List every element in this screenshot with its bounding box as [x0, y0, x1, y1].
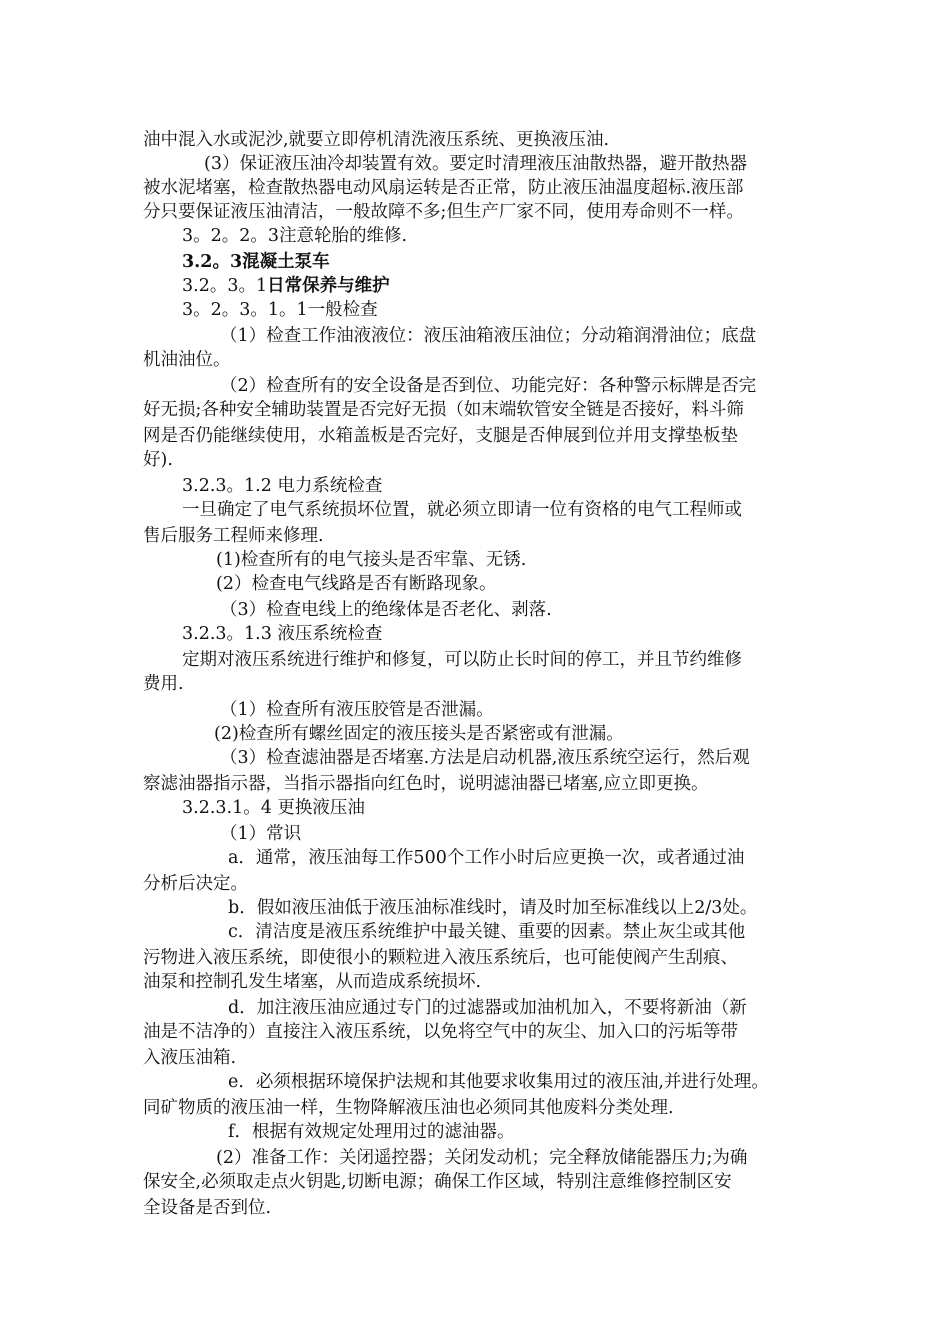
paragraph-line: 机油油位。 [143, 350, 231, 370]
paragraph-line: (2）准备工作：关闭遥控器；关闭发动机；完全释放储能器压力;为确 [216, 1148, 748, 1168]
heading-text: 日常保养与维护 [267, 276, 390, 296]
section-heading: 3.2.3。1.3 液压系统检查 [182, 624, 383, 644]
section-heading [182, 274, 390, 298]
section-heading: 3.2。3混凝土泵车 [182, 252, 330, 272]
paragraph-line: 污物进入液压系统，即使很小的颗粒进入液压系统后，也可能使阀产生刮痕、 [143, 948, 738, 968]
paragraph-line: 油中混入水或泥沙,就要立即停机清洗液压系统、更换液压油. [143, 130, 610, 150]
paragraph-line: 全设备是否到位. [143, 1198, 272, 1218]
section-heading: 3。2。3。1。1一般检查 [182, 300, 378, 320]
paragraph-line: 网是否仍能继续使用，水箱盖板是否完好，支腿是否伸展到位并用支撑垫板垫 [143, 426, 738, 446]
paragraph-line: 定期对液压系统进行维护和修复，可以防止长时间的停工，并且节约维修 [182, 650, 742, 670]
paragraph-line: 好无损;各种安全辅助装置是否完好无损（如末端软管安全链是否接好，料斗筛 [143, 400, 744, 420]
paragraph-line: 好). [143, 450, 173, 470]
paragraph-line: 油泵和控制孔发生堵塞，从而造成系统损坏. [143, 972, 482, 992]
paragraph-line: (2)检查所有螺丝固定的液压接头是否紧密或有泄漏。 [214, 724, 624, 744]
heading-number: 3.2。3。1 [182, 276, 268, 296]
section-heading: 3.2.3.1。4 更换液压油 [182, 798, 365, 818]
paragraph-line: 费用. [143, 674, 184, 694]
paragraph-line: 被水泥堵塞，检查散热器电动风扇运转是否正常，防止液压油温度超标.液压部 [143, 178, 744, 198]
paragraph-line: b．假如液压油低于液压油标准线时，请及时加至标准线以上2/3处。 [228, 898, 758, 918]
paragraph-line: 售后服务工程师来修理. [143, 526, 324, 546]
section-heading: 3.2.3。1.2 电力系统检查 [182, 476, 383, 496]
paragraph-line: 察滤油器指示器，当指示器指向红色时，说明滤油器已堵塞,应立即更换。 [143, 774, 709, 794]
paragraph-line: （3）检查滤油器是否堵塞.方法是启动机器,液压系统空运行，然后观 [220, 748, 750, 768]
paragraph-line: (3）保证液压油冷却装置有效。要定时清理液压油散热器，避开散热器 [204, 154, 747, 174]
paragraph-line: (2）检查电气线路是否有断路现象。 [216, 574, 497, 594]
paragraph-line: （1）检查工作油液液位：液压油箱液压油位；分动箱润滑油位；底盘 [220, 326, 757, 346]
paragraph-line: 保安全,必须取走点火钥匙,切断电源；确保工作区域，特别注意维修控制区安 [143, 1172, 732, 1192]
paragraph-line: （2）检查所有的安全设备是否到位、功能完好：各种警示标牌是否完 [220, 376, 757, 396]
paragraph-line: d．加注液压油应通过专门的过滤器或加油机加入，不要将新油（新 [228, 998, 747, 1018]
paragraph-line: 一旦确定了电气系统损坏位置，就必须立即请一位有资格的电气工程师或 [182, 500, 742, 520]
paragraph-line: 同矿物质的液压油一样，生物降解液压油也必须同其他废料分类处理. [143, 1098, 674, 1118]
section-heading: 3。2。2。3注意轮胎的维修. [182, 226, 408, 246]
paragraph-line: a．通常，液压油每工作500个工作小时后应更换一次，或者通过油 [228, 848, 745, 868]
paragraph-line: e．必须根据环境保护法规和其他要求收集用过的液压油,并进行处理。 [228, 1072, 769, 1092]
paragraph-line: （1）检查所有液压胶管是否泄漏。 [220, 700, 494, 720]
paragraph-line: 分析后决定。 [143, 874, 248, 894]
paragraph-line: （3）检查电线上的绝缘体是否老化、剥落. [220, 600, 552, 620]
paragraph-line: 入液压油箱. [143, 1048, 237, 1068]
paragraph-line: （1）常识 [220, 824, 302, 844]
paragraph-line: 油是不洁净的）直接注入液压系统，以免将空气中的灰尘、加入口的污垢等带 [143, 1022, 738, 1042]
paragraph-line: 分只要保证液压油清洁，一般故障不多;但生产厂家不同，使用寿命则不一样。 [143, 202, 744, 222]
paragraph-line: c．清洁度是液压系统维护中最关键、重要的因素。禁止灰尘或其他 [228, 922, 746, 942]
paragraph-line: f．根据有效规定处理用过的滤油器。 [228, 1122, 515, 1142]
paragraph-line: (1)检查所有的电气接头是否牢靠、无锈. [216, 550, 527, 570]
